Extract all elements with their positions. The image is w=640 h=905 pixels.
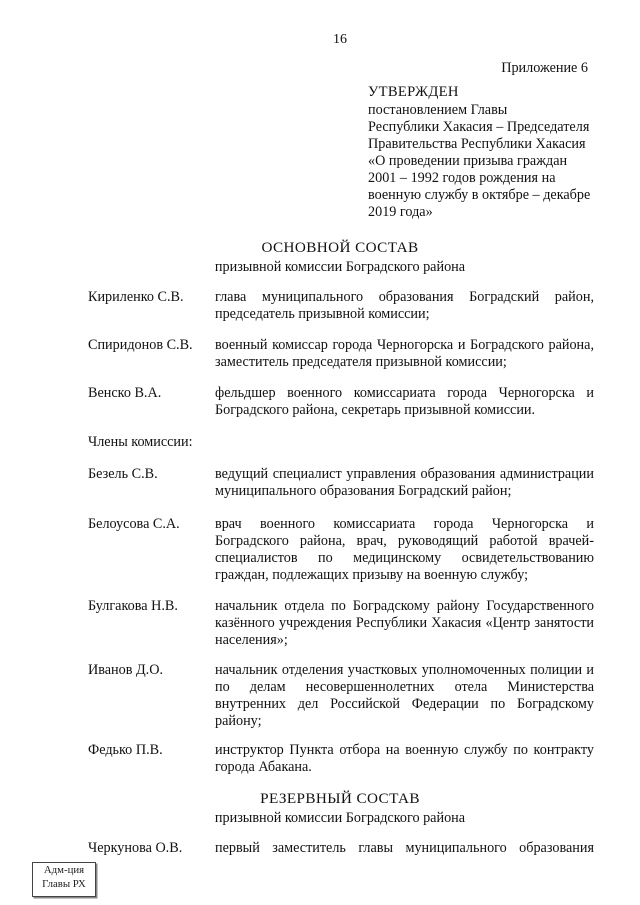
member-role: инструктор Пункта отбора на военную службу по контракту города Абакана. bbox=[215, 742, 594, 775]
approval-line: «О проведении призыва граждан bbox=[368, 153, 568, 169]
approval-line: постановлением Главы bbox=[368, 102, 508, 118]
member-role: врач военного комиссариата города Черногорска и Боградского района, врач, руководящий работой врачей-специалистов по медицинскому освидетельствованию граждан, подлежащих призыву на военную службу; bbox=[215, 516, 594, 583]
approval-line: 2019 года» bbox=[368, 204, 433, 220]
main-section-subtitle: призывной комиссии Боградского района bbox=[214, 259, 466, 275]
member-name: Булгакова Н.В. bbox=[88, 598, 178, 614]
approval-line: Республики Хакасия – Председателя bbox=[368, 119, 590, 135]
member-role: начальник отделения участковых уполномоченных полиции и по делам несовершеннолетних отела Министерства внутренних дел Российской Федерации по Боградскому району; bbox=[215, 662, 594, 729]
approval-block bbox=[368, 84, 608, 221]
approval-line: 2001 – 1992 годов рождения на bbox=[368, 170, 556, 186]
stamp-line: Адм-ция bbox=[43, 864, 85, 876]
approval-title: УТВЕРЖДЕН bbox=[368, 84, 459, 100]
member-name: Черкунова О.В. bbox=[88, 840, 183, 856]
member-name: Белоусова С.А. bbox=[88, 516, 180, 532]
member-name: Федько П.В. bbox=[88, 742, 163, 758]
approval-line: Правительства Республики Хакасия bbox=[368, 136, 586, 152]
member-name: Венско В.А. bbox=[88, 385, 162, 401]
approval-line: военную службу в октябре – декабре bbox=[368, 187, 591, 203]
member-name: Кириленко С.В. bbox=[88, 289, 184, 305]
reserve-section-header bbox=[0, 790, 640, 827]
registration-stamp bbox=[32, 862, 96, 897]
member-name: Безель С.В. bbox=[88, 466, 158, 482]
appendix-label: Приложение 6 bbox=[501, 60, 588, 76]
member-role: фельдшер военного комиссариата города Черногорска и Боградского района, секретарь призывной комиссии. bbox=[215, 385, 594, 418]
member-role: военный комиссар города Черногорска и Боградского района, заместитель председателя призывной комиссии; bbox=[215, 337, 594, 370]
page-number: 16 bbox=[333, 32, 347, 47]
members-label: Члены комиссии: bbox=[88, 434, 193, 450]
reserve-section-title: РЕЗЕРВНЫЙ СОСТАВ bbox=[260, 790, 420, 807]
member-role: глава муниципального образования Боградский район, председатель призывной комиссии; bbox=[215, 289, 594, 322]
member-name: Спиридонов С.В. bbox=[88, 337, 193, 353]
stamp-line: Главы РХ bbox=[42, 878, 86, 890]
member-role: ведущий специалист управления образования администрации муниципального образования Боградский район; bbox=[215, 466, 594, 499]
member-role: первый заместитель главы муниципального образования bbox=[215, 840, 594, 856]
member-name: Иванов Д.О. bbox=[88, 662, 164, 678]
main-section-title: ОСНОВНОЙ СОСТАВ bbox=[261, 239, 419, 256]
main-section-header bbox=[0, 239, 640, 276]
reserve-section-subtitle: призывной комиссии Боградского района bbox=[214, 810, 466, 826]
member-role: начальник отдела по Боградскому району Государственного казённого учреждения Республики Хакасия «Центр занятости населения»; bbox=[215, 598, 594, 648]
